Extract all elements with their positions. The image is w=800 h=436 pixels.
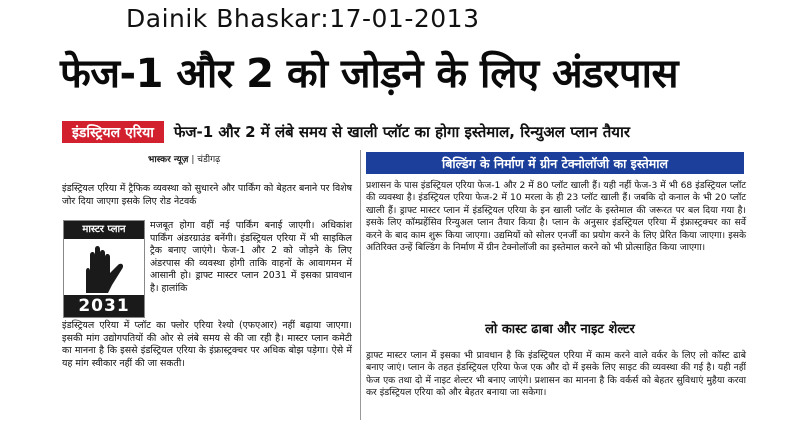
headline: फेज-1 और 2 को जोड़ने के लिए अंडरपास: [60, 51, 679, 97]
left-column-intro: इंडस्ट्रियल एरिया में ट्रैफिक व्यवस्था को सुधारने और पार्किंग को बेहतर बनाने पर विशेष जोर दिया जाएगा इसके लिए रोड नेटवर्क: [62, 183, 352, 207]
subheading-low-cost-dhaba: लो कास्ट ढाबा और नाइट शेल्टर: [485, 322, 635, 337]
section-badge: इंडस्ट्रियल एरिया: [62, 121, 164, 143]
kicker-text: फेज-1 और 2 में लंबे समय से खाली प्लॉट का होगा इस्तेमाल, रिन्युअल प्लान तैयार: [173, 123, 630, 141]
column-divider: [360, 150, 361, 420]
left-column-beside-inset: मजबूत होगा वहीं नई पार्किंग बनाई जाएगी। अधिकांश पार्किंग अंडरग्राउंड बनेंगी। इंडस्ट्रियल एरिया में भी साइकिल ट्रैक बनाए जाएंगे। फेज-1 और 2 को जोड़ने के लिए अंडरपास की व्यवस्था होगी ताकि वाहनों के आवागमन में आसानी हो। ड्राफ्ट मास्टर प्लान 2031 में इसका प्रावधान है। हालांकि: [150, 220, 352, 294]
right-column-paragraph-1: प्रशासन के पास इंडस्ट्रियल एरिया फेज-1 और 2 में 80 प्लॉट खाली हैं। यही नहीं फेज-3 में भी 68 इंडस्ट्रियल प्लॉट की व्यवस्था है। इंडस्ट्रियल एरिया फेज-2 में 10 मरला के ही 23 प्लॉट खाली हैं। जबकि दो कनाल के भी 20 प्लॉट खाली हैं। ड्राफ्ट मास्टर प्लान में इंडस्ट्रियल एरिया के इन खाली प्लॉट के इस्तेमाल की जरूरत पर बल दिया गया है। इसके लिए कॉम्प्रहेंसिव रिन्युअल प्लान तैयार किया है। प्लान के अनुसार इंडस्ट्रियल एरिया में इंफ्रास्ट्रक्चर का सर्वे करने के बाद काम शुरू किया जाएगा। उद्यमियों को सोलर एनर्जी का प्रयोग करने के लिए प्रेरित किया जाएगा। इसके अतिरिक्त उन्हें बिल्डिंग के निर्माण में ग्रीन टेक्नोलॉजी का इस्तेमाल करने को भी प्रोत्साहित किया जाएगा।: [366, 180, 746, 254]
byline: [148, 152, 220, 165]
right-column-paragraph-2: ड्राफ्ट मास्टर प्लान में इसका भी प्रावधान है कि इंडस्ट्रियल एरिया में काम करने वाले वर्कर के लिए लो कॉस्ट ढाबे बनाए जाएं। प्लान के तहत इंडस्ट्रियल एरिया फेज एक और दो में इसके लिए साइट की व्यवस्था की गई है। यही नहीं फेज एक तथा दो में नाइट शेल्टर भी बनाए जाएंगे। प्रशासन का मानना है कि वर्कर्स को बेहतर सुविधाएं मुहैया करवा कर इंडस्ट्रियल एरिया को और बेहतर बनाया जा सकेगा।: [366, 350, 746, 399]
hand-icon: [72, 241, 138, 295]
byline-city: चंडीगढ़: [197, 155, 221, 165]
byline-agency: भास्कर न्यूज़: [148, 155, 189, 165]
inset-title: मास्टर प्लान: [64, 221, 144, 239]
kicker-row: [62, 120, 630, 144]
master-plan-inset: [63, 220, 145, 318]
byline-separator: |: [191, 155, 195, 165]
left-column-far: इंडस्ट्रियल एरिया में प्लॉट का फ्लोर एरिया रेश्यो (एफएआर) नहीं बढ़ाया जाएगा। इसकी मांग उद्योगपतियों की ओर से लंबे समय से की जा रही है। मास्टर प्लान कमेटी का मानना है कि इससे इंडस्ट्रियल एरिया के इंफ्रास्ट्रक्चर पर अधिक बोझ पड़ेगा। ऐसे में यह मांग स्वीकार नहीं की जा सकती।: [62, 320, 352, 369]
subheading-green-technology: बिल्डिंग के निर्माण में ग्रीन टेक्नोलॉजी का इस्तेमाल: [366, 152, 744, 174]
source-date-line: Dainik Bhaskar:17-01-2013: [126, 4, 480, 33]
inset-year: 2031: [64, 295, 144, 317]
